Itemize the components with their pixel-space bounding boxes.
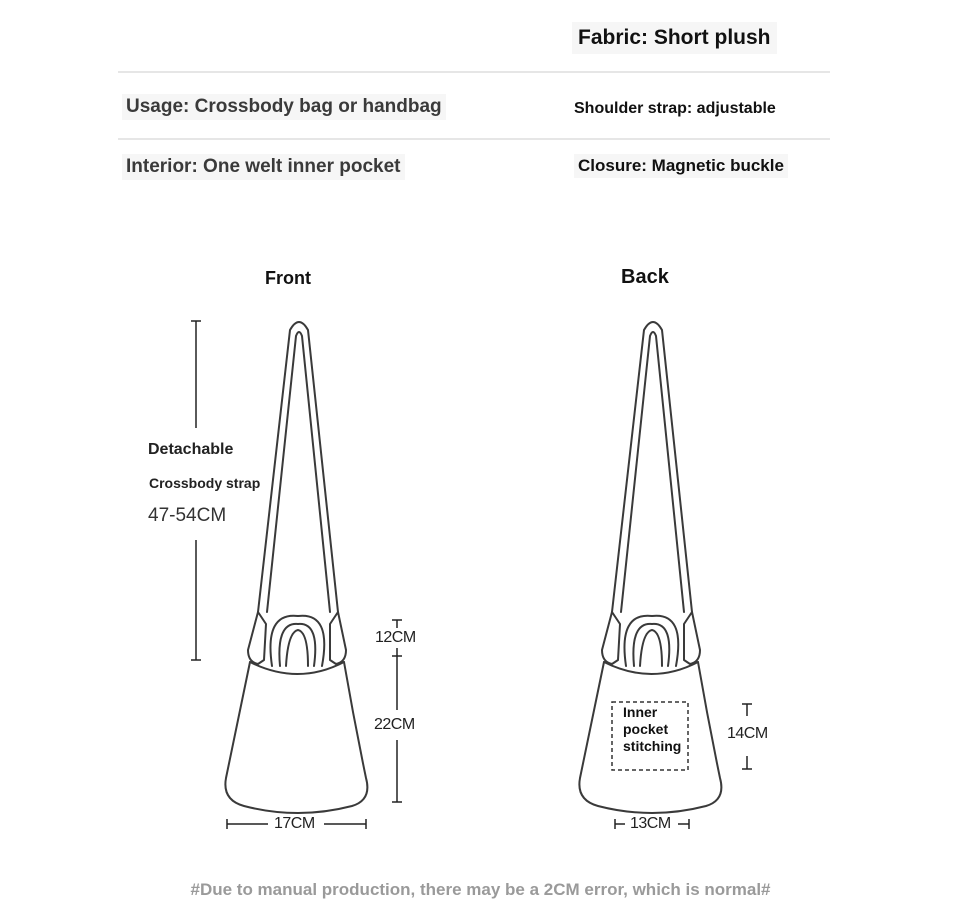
- front-bag-illustration: [225, 322, 367, 813]
- pocket-label-line-2: pocket: [623, 721, 669, 737]
- front-view-title: Front: [265, 268, 311, 288]
- strap-label-detachable: Detachable: [148, 441, 234, 458]
- pocket-height-value: 14CM: [727, 725, 768, 742]
- spec-closure: Closure: Magnetic buckle: [574, 154, 788, 178]
- error-disclaimer: #Due to manual production, there may be a 2CM error, which is normal#: [190, 880, 771, 899]
- back-view-title: Back: [621, 266, 669, 288]
- spec-interior: Interior: One welt inner pocket: [122, 154, 405, 180]
- pocket-label-line-1: Inner: [623, 704, 658, 720]
- body-height-value: 22CM: [374, 716, 415, 733]
- spec-usage: Usage: Crossbody bag or handbag: [122, 94, 446, 120]
- pocket-width-value: 13CM: [630, 815, 671, 832]
- spec-shoulder-strap: Shoulder strap: adjustable: [574, 100, 776, 117]
- spec-fabric: Fabric: Short plush: [572, 22, 777, 54]
- front-width-value: 17CM: [274, 815, 315, 832]
- pocket-label-line-3: stitching: [623, 738, 682, 754]
- strap-length-value: 47-54CM: [148, 505, 227, 526]
- strap-label-crossbody: Crossbody strap: [149, 475, 261, 491]
- handle-height-value: 12CM: [375, 629, 416, 646]
- inner-pocket-label: [623, 704, 681, 755]
